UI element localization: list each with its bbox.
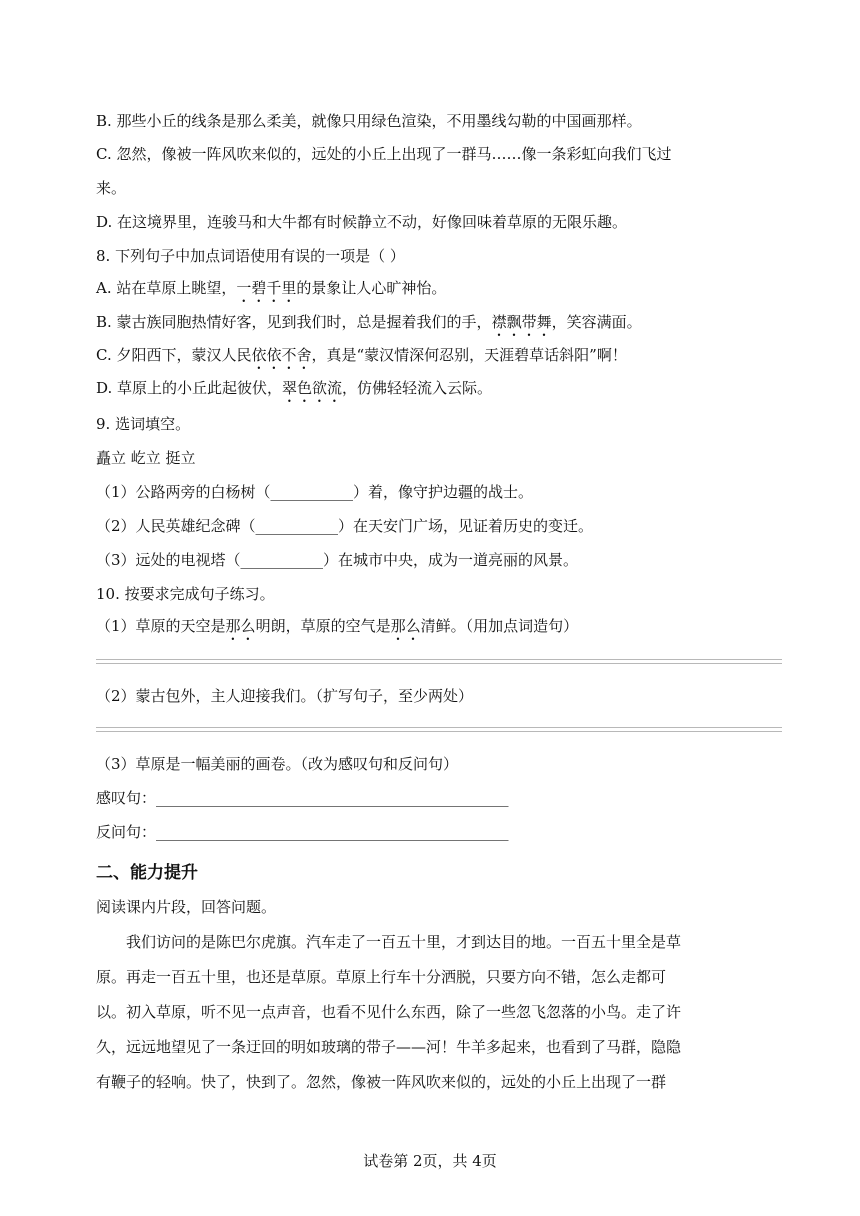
q7-option-c-line1: C. 忽然，像被一阵风吹来似的，远处的小丘上出现了一群马……像一条彩虹向我们飞过 <box>96 145 672 163</box>
q8-a-pre: A. 站在草原上眺望， <box>96 279 237 297</box>
answer-line-1[interactable] <box>96 659 782 664</box>
exclamatory-answer-line[interactable]: 感叹句：_______________________________________________ <box>96 789 509 807</box>
q7-option-c-line2: 来。 <box>96 179 127 197</box>
passage-line-1: 我们访问的是陈巴尔虎旗。汽车走了一百五十里，才到达目的地。一百五十里全是草 <box>96 933 682 951</box>
q10-stem: 10. 按要求完成句子练习。 <box>96 585 275 603</box>
q10-sentence-3: （3）草原是一幅美丽的画卷。（改为感叹句和反问句） <box>96 755 459 773</box>
q10-s1-dotted-word-2: 那么 <box>390 617 421 635</box>
q9-item-3: （3）远处的电视塔（___________）在城市中央，成为一道亮丽的风景。 <box>96 551 579 569</box>
q8-c-dotted-word: 依依不舍 <box>251 346 312 364</box>
q8-option-a <box>96 278 446 306</box>
q10-s1-part-c: 清鲜。（用加点词造句） <box>420 617 579 635</box>
q8-option-b <box>96 312 642 340</box>
q8-option-d <box>96 378 492 406</box>
q8-option-c <box>96 345 627 373</box>
q8-c-post: ，真是“蒙汉情深何忍别，天涯碧草话斜阳”啊！ <box>311 346 627 364</box>
q8-a-post: 的景象让人心旷神怡。 <box>296 279 447 297</box>
q9-word-bank: 矗立 屹立 挺立 <box>96 449 196 467</box>
passage-line-3: 以。初入草原，听不见一点声音，也看不见什么东西，除了一些忽飞忽落的小鸟。走了许 <box>96 1003 682 1021</box>
section-2-instruction: 阅读课内片段，回答问题。 <box>96 898 277 916</box>
q10-s1-part-b: 明朗，草原的空气是 <box>255 617 391 635</box>
q8-a-dotted-word: 一碧千里 <box>236 279 297 297</box>
passage-line-4: 久，远远地望见了一条迂回的明如玻璃的带子——河！牛羊多起来，也看到了马群，隐隐 <box>96 1038 682 1056</box>
q9-item-1: （1）公路两旁的白杨树（___________）着，像守护边疆的战士。 <box>96 483 534 501</box>
rhetorical-answer-line[interactable]: 反问句：_______________________________________________ <box>96 823 509 841</box>
q10-sentence-1 <box>96 616 578 644</box>
q10-sentence-2: （2）蒙古包外，主人迎接我们。（扩写句子，至少两处） <box>96 687 474 705</box>
q8-b-dotted-word: 襟飘带舞 <box>491 313 552 331</box>
q7-option-d: D. 在这境界里，连骏马和大牛都有时候静立不动，好像回味着草原的无限乐趣。 <box>96 213 628 231</box>
answer-line-2[interactable] <box>96 727 782 732</box>
q8-stem: 8. 下列句子中加点词语使用有误的一项是（ ） <box>96 247 405 265</box>
q8-d-post: ，仿佛轻轻流入云际。 <box>342 379 493 397</box>
q9-stem: 9. 选词填空。 <box>96 415 191 433</box>
q8-b-pre: B. 蒙古族同胞热情好客，见到我们时，总是握着我们的手， <box>96 313 492 331</box>
q8-c-pre: C. 夕阳西下，蒙汉人民 <box>96 346 252 364</box>
q9-item-2: （2）人民英雄纪念碑（___________）在天安门广场，见证着历史的变迁。 <box>96 517 594 535</box>
q8-d-pre: D. 草原上的小丘此起彼伏， <box>96 379 283 397</box>
passage-line-2: 原。再走一百五十里，也还是草原。草原上行车十分洒脱，只要方向不错，怎么走都可 <box>96 968 667 986</box>
q7-option-b: B. 那些小丘的线条是那么柔美，就像只用绿色渲染，不用墨线勾勒的中国画那样。 <box>96 112 642 130</box>
page-footer: 试卷第 2页，共 4页 <box>363 1152 497 1170</box>
q8-b-post: ，笑容满面。 <box>551 313 642 331</box>
q8-d-dotted-word: 翠色欲流 <box>282 379 343 397</box>
q10-s1-dotted-word-1: 那么 <box>225 617 256 635</box>
section-2-heading: 二、能力提升 <box>96 863 198 883</box>
q10-s1-part-a: （1）草原的天空是 <box>96 617 226 635</box>
passage-line-5: 有鞭子的轻响。快了，快到了。忽然，像被一阵风吹来似的，远处的小丘上出现了一群 <box>96 1073 667 1091</box>
